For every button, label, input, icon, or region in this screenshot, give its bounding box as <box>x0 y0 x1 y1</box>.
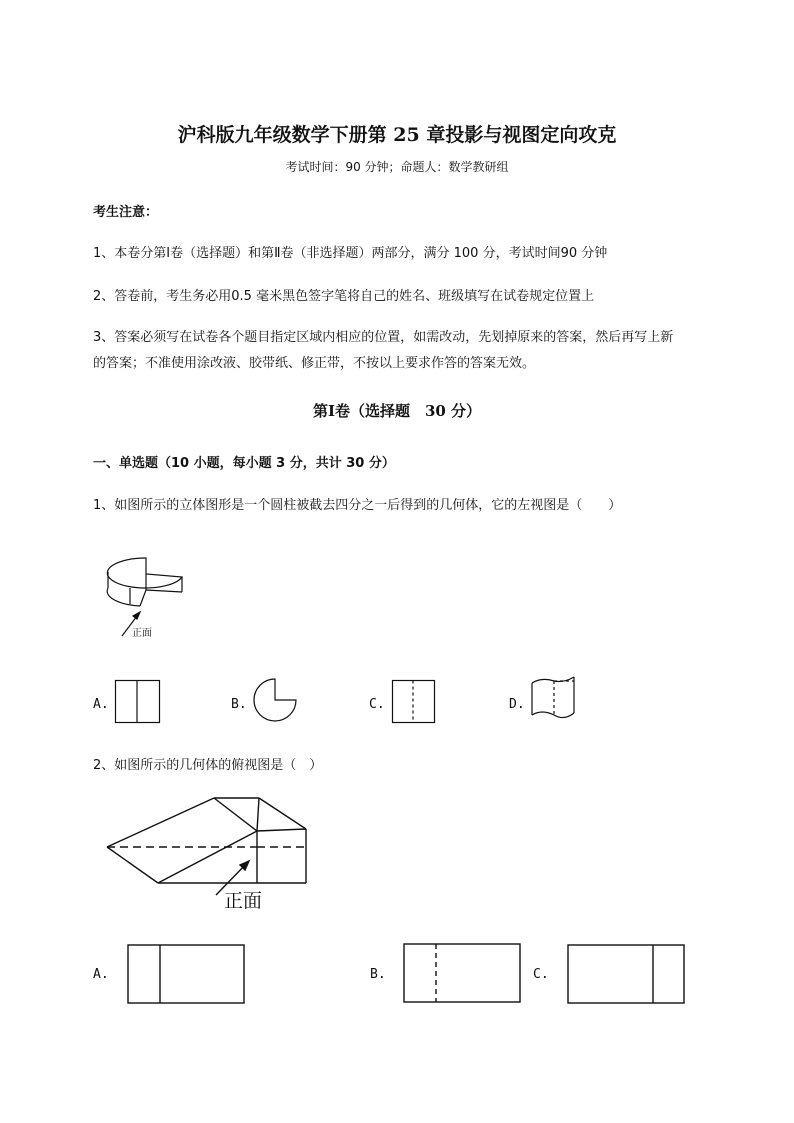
section-title: 第Ⅰ卷（选择题 30 分） <box>312 402 482 420</box>
question-1-figure <box>100 548 190 643</box>
question-2-figure <box>104 795 324 913</box>
question-1-text: 1、如图所示的立体图形是一个圆柱被截去四分之一后得到的几何体，它的左视图是（ ） <box>93 498 622 513</box>
front-label: 正面 <box>224 890 263 912</box>
exam-info: 考试时间：90 分钟；命题人：数学教研组 <box>285 160 509 174</box>
notice-item-3-line-2: 的答案；不准使用涂改液、胶带纸、修正带，不按以上要求作答的答案无效。 <box>93 356 536 371</box>
q1-option-c-label[interactable]: C. <box>369 697 385 712</box>
q1-option-b-figure[interactable] <box>252 677 300 725</box>
q2-option-b-label[interactable]: B. <box>370 967 386 982</box>
q2-option-a-figure[interactable] <box>127 944 247 1006</box>
notice-item-2: 2、答卷前，考生务必用0.5 毫米黑色签字笔将自己的姓名、班级填写在试卷规定位置上 <box>93 289 595 304</box>
q1-option-d-figure[interactable] <box>530 675 578 725</box>
question-2-text: 2、如图所示的几何体的俯视图是（ ） <box>93 758 323 773</box>
notice-heading: 考生注意： <box>93 205 159 220</box>
q1-option-a-label[interactable]: A. <box>93 697 109 712</box>
part-heading: 一、单选题（10 小题，每小题 3 分，共计 30 分） <box>93 456 395 471</box>
q1-option-a-figure[interactable] <box>115 680 161 724</box>
front-label: 正面 <box>132 628 152 639</box>
notice-item-3-line-1: 3、答案必须写在试卷各个题目指定区域内相应的位置，如需改动，先划掉原来的答案，然后再写上新 <box>93 330 674 345</box>
q1-option-c-figure[interactable] <box>392 680 436 724</box>
q1-option-b-label[interactable]: B. <box>231 697 247 712</box>
page-title: 沪科版九年级数学下册第 25 章投影与视图定向攻克 <box>177 124 617 146</box>
q2-option-a-label[interactable]: A. <box>93 967 109 982</box>
q2-option-c-label[interactable]: C. <box>533 967 549 982</box>
q1-option-d-label[interactable]: D. <box>509 697 525 712</box>
notice-item-1: 1、本卷分第Ⅰ卷（选择题）和第Ⅱ卷（非选择题）两部分，满分 100 分，考试时间90 分钟 <box>93 246 608 261</box>
q2-option-c-figure[interactable] <box>567 944 687 1006</box>
q2-option-b-figure[interactable] <box>403 943 523 1005</box>
